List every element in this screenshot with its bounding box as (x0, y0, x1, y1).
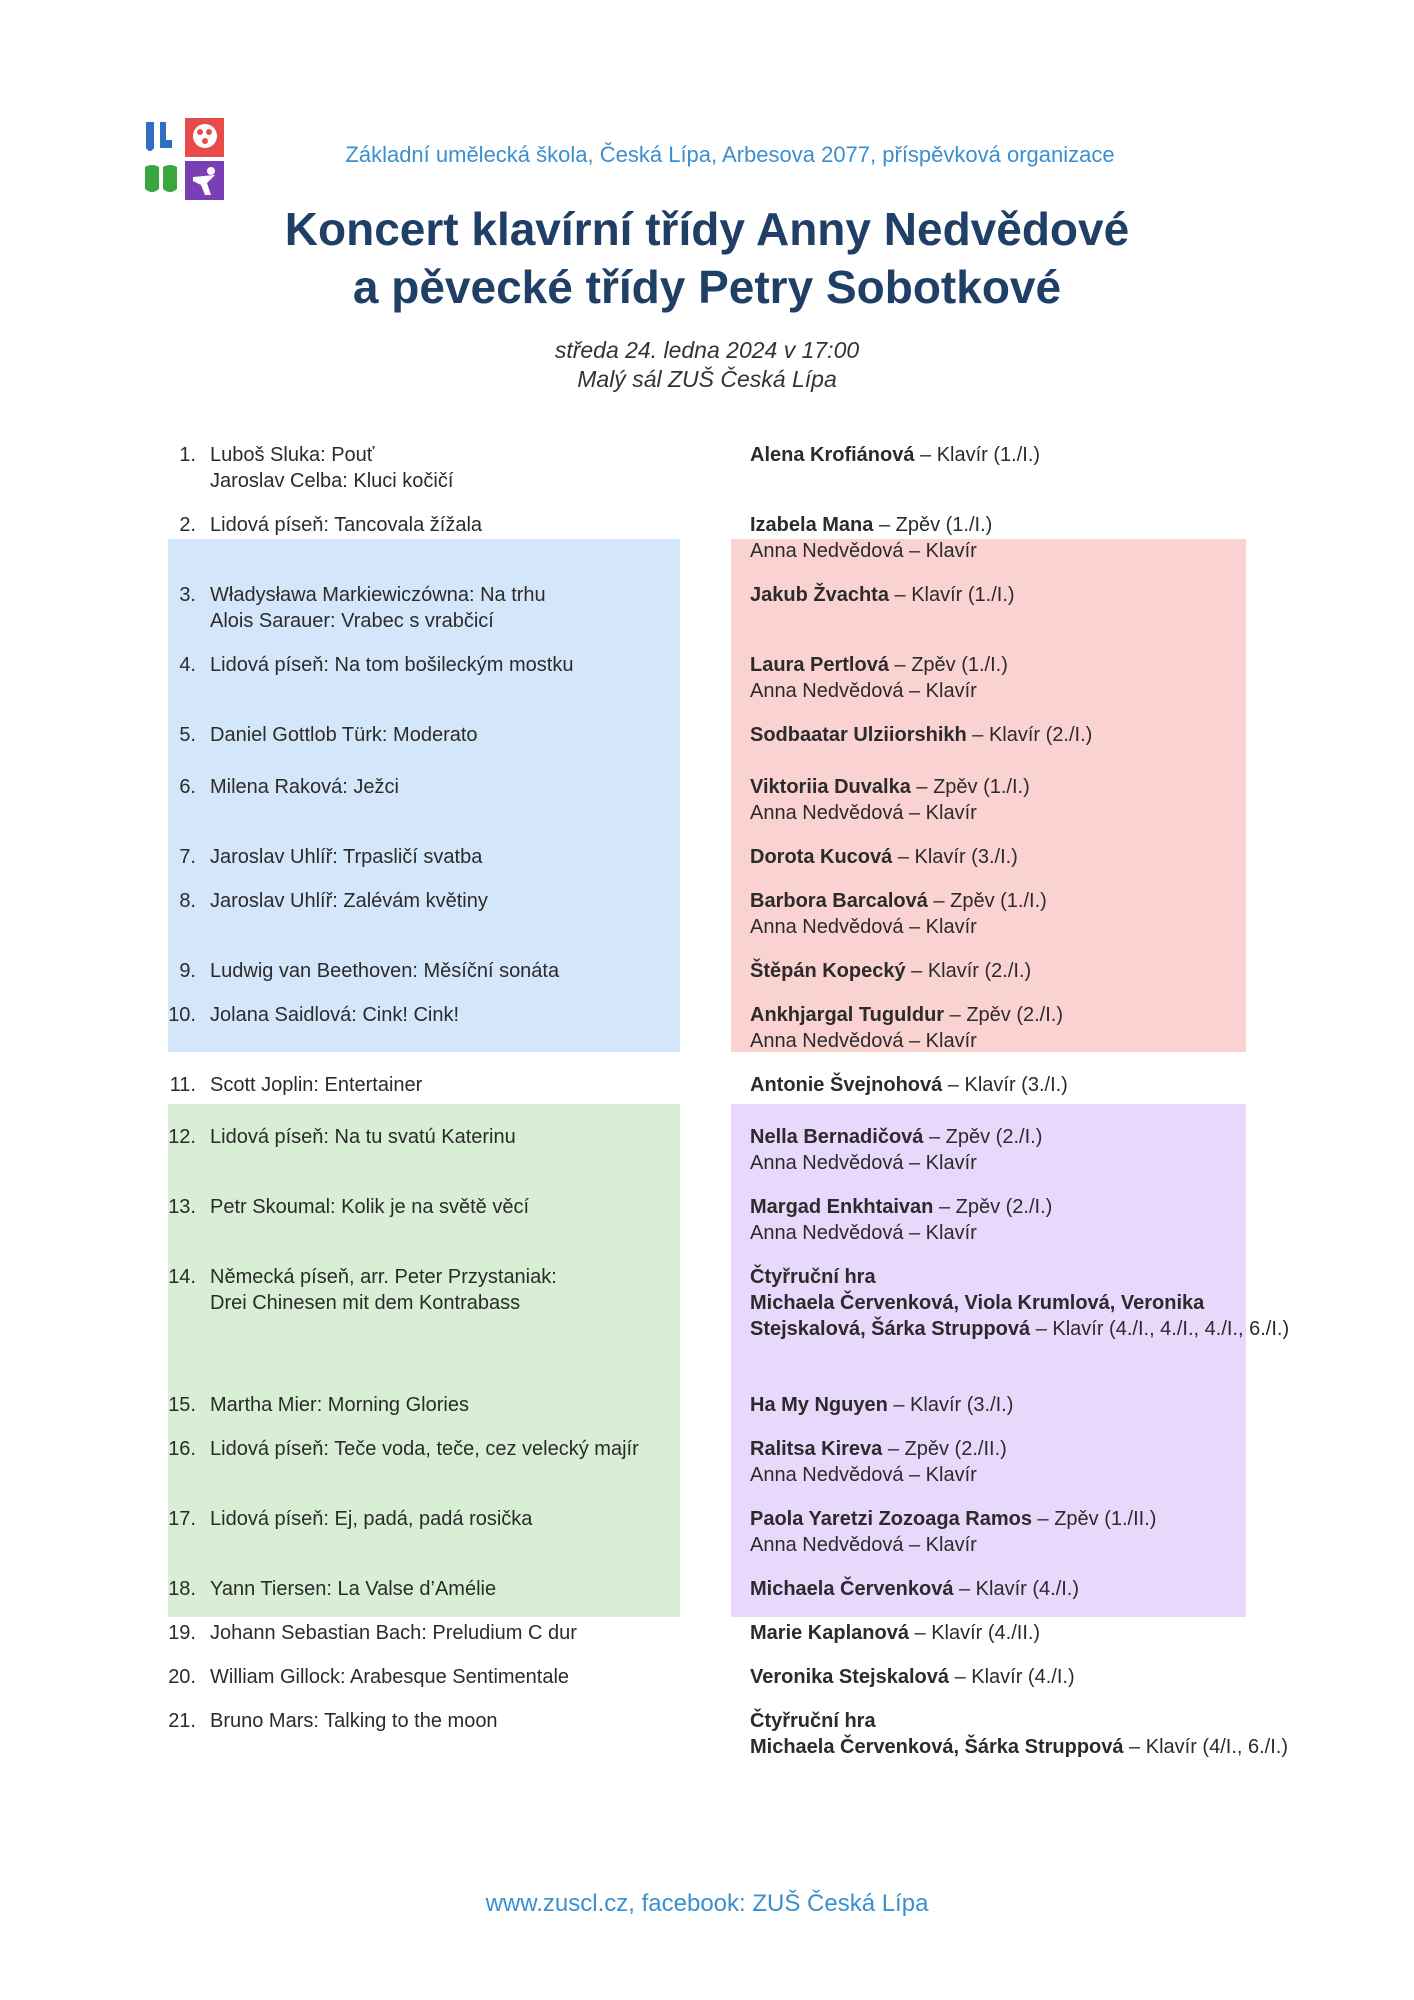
performer-instrument: – Klavír (3./I.) (892, 846, 1018, 868)
program-number: 15. (168, 1394, 196, 1416)
accompanist-line: Anna Nedvědová – Klavír (750, 802, 977, 824)
performer-name: Nella Bernadičová (750, 1126, 924, 1148)
performer-instrument: – Zpěv (2./II.) (882, 1438, 1007, 1460)
accompanist-line: Anna Nedvědová – Klavír (750, 1222, 977, 1244)
program-number: 20. (168, 1666, 196, 1688)
performer-line (750, 844, 1300, 870)
performer-instrument: – Zpěv (2./I.) (923, 1126, 1043, 1148)
performer-line (750, 958, 1300, 984)
program-piece (210, 512, 730, 538)
program-number: 3. (179, 584, 196, 606)
program-performer (750, 512, 1300, 564)
performer-name: Barbora Barcalová (750, 890, 928, 912)
piece-line: Jaroslav Uhlíř: Trpasličí svatba (210, 846, 483, 868)
program-performer (750, 652, 1300, 704)
performer-name: Ralitsa Kireva (750, 1438, 883, 1460)
performer-instrument: – Klavír (3./I.) (887, 1394, 1014, 1416)
accompanist-line: Anna Nedvědová – Klavír (750, 1464, 977, 1486)
program-piece (210, 652, 730, 678)
school-name: Základní umělecká škola, Česká Lípa, Arbesova 2077, příspěvková organizace (345, 142, 1115, 167)
performer-line (750, 1576, 1300, 1602)
program-number: 17. (168, 1508, 196, 1530)
ensemble-instrument: – Klavír (4./I., 4./I., 4./I., 6./I.) (1030, 1318, 1290, 1340)
piece-line: William Gillock: Arabesque Sentimentale (210, 1666, 570, 1688)
performer-instrument: – Zpěv (1./I.) (873, 514, 993, 536)
accompanist-line: Anna Nedvědová – Klavír (750, 540, 977, 562)
piece-line: Drei Chinesen mit dem Kontrabass (210, 1292, 521, 1314)
piece-line: Yann Tiersen: La Valse d’Amélie (210, 1578, 497, 1600)
program-performer (750, 1124, 1300, 1176)
performer-instrument: – Klavír (1./I.) (888, 584, 1015, 606)
program-performer (750, 1264, 1300, 1342)
performer-name: Ha My Nguyen (750, 1394, 888, 1416)
program-performer (750, 844, 1300, 870)
performer-instrument: – Zpěv (2./I.) (944, 1004, 1064, 1026)
performer-line (750, 888, 1300, 914)
piece-line: Johann Sebastian Bach: Preludium C dur (210, 1622, 577, 1644)
program-piece (210, 1072, 730, 1098)
program-piece (210, 1264, 730, 1316)
program-piece (210, 1708, 730, 1734)
performer-name: Alena Krofiánová (750, 444, 915, 466)
program-performer (750, 958, 1300, 984)
accompanist-line: Anna Nedvědová – Klavír (750, 1534, 977, 1556)
performer-name: Jakub Žvachta (750, 584, 889, 606)
piece-line: Lidová píseň: Na tu svatú Katerinu (210, 1126, 516, 1148)
program-performer (750, 582, 1300, 608)
program-performer (750, 774, 1300, 826)
program-number: 5. (179, 724, 196, 746)
program-number: 2. (179, 514, 196, 536)
program-piece (210, 1392, 730, 1418)
program-number: 18. (168, 1578, 196, 1600)
piece-line: Luboš Sluka: Pouť (210, 444, 375, 466)
accompanist-line: Anna Nedvědová – Klavír (750, 1030, 977, 1052)
program-performer (750, 1436, 1300, 1488)
program-piece (210, 1002, 730, 1028)
program-number: 8. (179, 890, 196, 912)
performer-name: Antonie Švejnohová (750, 1074, 943, 1096)
performer-instrument: – Klavír (1./I.) (914, 444, 1041, 466)
program-number: 6. (179, 776, 196, 798)
piece-line: Alois Sarauer: Vrabec s vrabčicí (210, 610, 494, 632)
program-performer (750, 1664, 1300, 1690)
program-number: 19. (168, 1622, 196, 1644)
program-piece (210, 1506, 730, 1532)
performer-name: Izabela Mana (750, 514, 874, 536)
performer-name: Margad Enkhtaivan (750, 1196, 934, 1218)
accompanist-line: Anna Nedvědová – Klavír (750, 1152, 977, 1174)
program-number: 9. (179, 960, 196, 982)
program-performer (750, 1002, 1300, 1054)
performer-name: Marie Kaplanová (750, 1622, 909, 1644)
program-piece (210, 442, 730, 494)
program-number: 10. (168, 1004, 196, 1026)
accompanist-line: Anna Nedvědová – Klavír (750, 916, 977, 938)
performer-line (750, 1392, 1300, 1418)
performer-line (750, 1124, 1300, 1150)
performer-line (750, 1072, 1300, 1098)
piece-line: Jolana Saidlová: Cink! Cink! (210, 1004, 460, 1026)
performer-line (750, 1436, 1300, 1462)
performer-instrument: – Klavír (4./I.) (949, 1666, 1075, 1688)
program-number: 11. (169, 1074, 196, 1096)
piece-line: Martha Mier: Morning Glories (210, 1394, 469, 1416)
concert-venue: Malý sál ZUŠ Česká Lípa (577, 366, 837, 392)
performer-line (750, 1664, 1300, 1690)
program-number: 21. (168, 1710, 196, 1732)
title-line-2: a pěvecké třídy Petry Sobotkové (352, 261, 1062, 313)
program-performer (750, 1506, 1300, 1558)
title-line-1: Koncert klavírní třídy Anny Nedvědové (284, 203, 1130, 255)
program-number: 12. (168, 1126, 196, 1148)
piece-line: Lidová píseň: Ej, padá, padá rosička (210, 1508, 533, 1530)
program-piece (210, 888, 730, 914)
ensemble-names: Michaela Červenková, Viola Krumlová, Veronika Stejskalová, Šárka Struppová (750, 1292, 1205, 1340)
piece-line: Daniel Gottlob Türk: Moderato (210, 724, 478, 746)
piece-line: Scott Joplin: Entertainer (210, 1074, 423, 1096)
performer-name: Čtyřruční hra (750, 1710, 876, 1732)
performer-line (750, 774, 1300, 800)
piece-line: Petr Skoumal: Kolik je na světě věcí (210, 1196, 530, 1218)
program-performer (750, 722, 1300, 748)
performer-instrument: – Zpěv (2./I.) (933, 1196, 1053, 1218)
performer-line (750, 512, 1300, 538)
program-piece (210, 1576, 730, 1602)
program-performer (750, 888, 1300, 940)
program-performer (750, 442, 1300, 468)
program-performer (750, 1194, 1300, 1246)
performer-line (750, 1708, 1300, 1734)
piece-line: Lidová píseň: Teče voda, teče, cez velecký majír (210, 1438, 639, 1460)
performer-name: Sodbaatar Ulziiorshikh (750, 724, 967, 746)
ensemble-instrument: – Klavír (4/I., 6./I.) (1123, 1736, 1288, 1758)
piece-line: Jaroslav Celba: Kluci kočičí (210, 470, 454, 492)
performer-line (750, 1264, 1300, 1290)
program-piece (210, 958, 730, 984)
performer-name: Ankhjargal Tuguldur (750, 1004, 945, 1026)
program-piece (210, 1664, 730, 1690)
piece-line: Jaroslav Uhlíř: Zalévám květiny (210, 890, 488, 912)
performer-name: Michaela Červenková (750, 1578, 954, 1600)
piece-line: Ludwig van Beethoven: Měsíční sonáta (210, 960, 560, 982)
performer-instrument: – Klavír (4./II.) (908, 1622, 1041, 1644)
performer-name: Dorota Kucová (750, 846, 893, 868)
program-number: 13. (168, 1196, 196, 1218)
performer-instrument: – Klavír (2./I.) (905, 960, 1032, 982)
program-performer (750, 1072, 1300, 1098)
program-number: 4. (179, 654, 196, 676)
performer-name: Štěpán Kopecký (750, 960, 906, 982)
performer-name: Veronika Stejskalová (750, 1666, 950, 1688)
performer-line (750, 1002, 1300, 1028)
concert-date: středa 24. ledna 2024 v 17:00 (554, 337, 860, 363)
performer-line (750, 582, 1300, 608)
footer-links: www.zuscl.cz, facebook: ZUŠ Česká Lípa (485, 1890, 929, 1917)
performer-name: Viktoriia Duvalka (750, 776, 911, 798)
program-performer (750, 1392, 1300, 1418)
program-number: 7. (179, 846, 196, 868)
performer-name: Čtyřruční hra (750, 1266, 876, 1288)
piece-line: Władysława Markiewiczówna: Na trhu (210, 584, 546, 606)
program-piece (210, 722, 730, 748)
performer-name: Paola Yaretzi Zozoaga Ramos (750, 1508, 1032, 1530)
program-number: 16. (168, 1438, 196, 1460)
performer-line (750, 1620, 1300, 1646)
piece-line: Německá píseň, arr. Peter Przystaniak: (210, 1266, 557, 1288)
program-piece (210, 844, 730, 870)
performer-name: Laura Pertlová (750, 654, 889, 676)
performer-line (750, 442, 1300, 468)
piece-line: Lidová píseň: Tancovala žížala (210, 514, 483, 536)
program-piece (210, 1194, 730, 1220)
program-piece (210, 582, 730, 634)
performer-line (750, 1506, 1300, 1532)
program-performer (750, 1576, 1300, 1602)
program-piece (210, 1436, 730, 1462)
program-number: 14. (168, 1266, 196, 1288)
performer-instrument: – Klavír (3./I.) (942, 1074, 1068, 1096)
performer-line (750, 652, 1300, 678)
program-performer (750, 1708, 1300, 1760)
performer-instrument: – Klavír (4./I.) (953, 1578, 1080, 1600)
piece-line: Milena Raková: Ježci (210, 776, 399, 798)
accompanist-line: Anna Nedvědová – Klavír (750, 680, 977, 702)
program-piece (210, 774, 730, 800)
performer-instrument: – Zpěv (1./II.) (1031, 1508, 1157, 1530)
program-piece (210, 1124, 730, 1150)
ensemble-line (750, 1290, 1300, 1342)
performer-line (750, 722, 1300, 748)
program-piece (210, 1620, 730, 1646)
performer-instrument: – Zpěv (1./I.) (927, 890, 1047, 912)
ensemble-line (750, 1734, 1300, 1760)
performer-instrument: – Zpěv (1./I.) (910, 776, 1030, 798)
piece-line: Bruno Mars: Talking to the moon (210, 1710, 498, 1732)
performer-instrument: – Zpěv (1./I.) (888, 654, 1008, 676)
program-number: 1. (179, 444, 196, 466)
program-performer (750, 1620, 1300, 1646)
piece-line: Lidová píseň: Na tom bošileckým mostku (210, 654, 574, 676)
ensemble-names: Michaela Červenková, Šárka Struppová (750, 1736, 1124, 1758)
performer-instrument: – Klavír (2./I.) (966, 724, 1093, 746)
performer-line (750, 1194, 1300, 1220)
